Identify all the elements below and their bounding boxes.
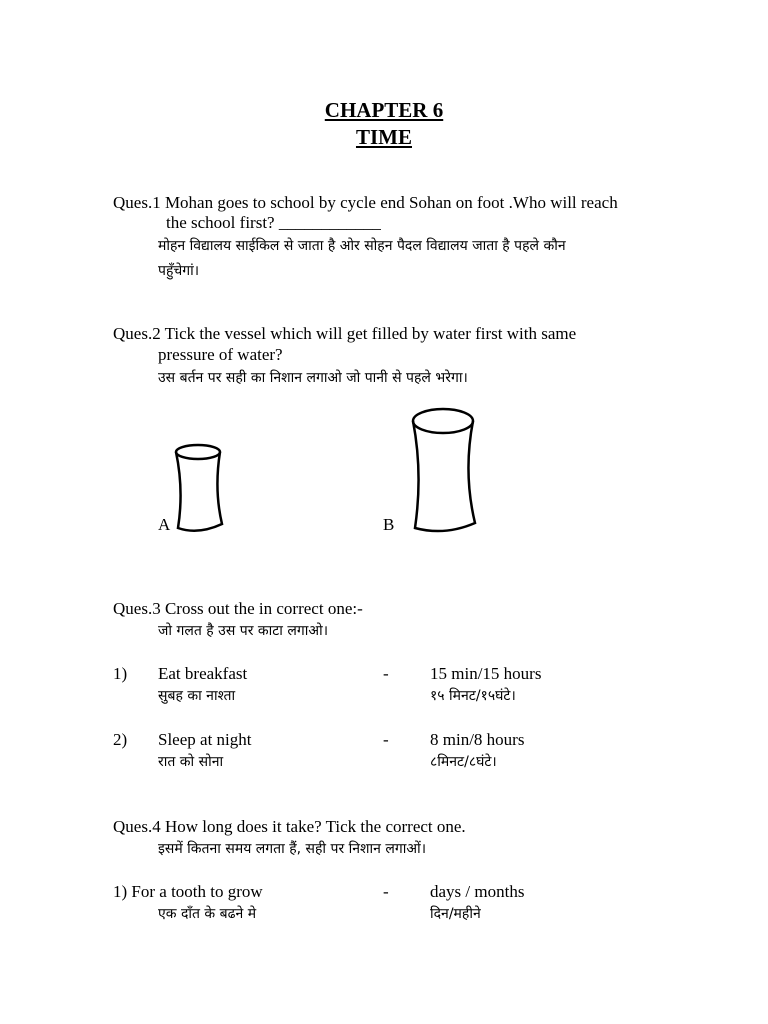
item-1-activity-hindi: सुबह का नाश्ता: [158, 688, 236, 704]
q4-item-1-dash: -: [383, 882, 389, 901]
question-3-hindi: जो गलत है उस पर काटा लगाओ।: [158, 623, 329, 639]
item-2-number: 2): [113, 730, 128, 749]
item-2-activity: Sleep at night: [158, 730, 252, 749]
q4-item-1-activity: 1) For a tooth to grow: [113, 882, 263, 901]
page-title: TIME: [355, 125, 412, 149]
item-2-options-hindi[interactable]: ८मिनट/८घंटे।: [430, 754, 497, 770]
vessel-a-label: A: [158, 515, 171, 534]
item-1-activity: Eat breakfast: [158, 664, 248, 683]
question-1-hindi: मोहन विद्यालय साईकिल से जाता है ओर सोहन पैदल विद्यालय जाता है पहले कौन: [158, 238, 566, 254]
question-2-text: Ques.2 Tick the vessel which will get filled by water first with same: [113, 324, 577, 343]
item-1-options-hindi[interactable]: १५ मिनट/१५घंटे।: [430, 688, 516, 704]
question-2-text-cont: pressure of water?: [158, 345, 283, 364]
item-2-options[interactable]: 8 min/8 hours: [430, 730, 525, 749]
tall-glass-icon[interactable]: [405, 403, 480, 538]
item-1-dash: -: [383, 664, 389, 683]
item-1-number: 1): [113, 664, 128, 683]
item-1-options[interactable]: 15 min/15 hours: [430, 664, 542, 683]
chapter-heading: CHAPTER 6: [324, 98, 444, 122]
item-2-activity-hindi: रात को सोना: [158, 754, 224, 770]
question-3-text: Ques.3 Cross out the in correct one:-: [113, 599, 363, 618]
q4-item-1-options[interactable]: days / months: [430, 882, 525, 901]
question-1-hindi-cont: पहुँचेगां।: [158, 263, 200, 279]
q4-item-1-activity-hindi: एक दाँत के बढने मे: [158, 906, 257, 922]
vessel-b-label: B: [383, 515, 395, 534]
question-2-hindi: उस बर्तन पर सही का निशान लगाओ जो पानी से पहले भरेगा।: [158, 370, 468, 386]
small-glass-icon[interactable]: [170, 440, 230, 535]
q4-item-1-options-hindi[interactable]: दिन/महीने: [430, 906, 481, 922]
item-2-dash: -: [383, 730, 389, 749]
question-1-text: Ques.1 Mohan goes to school by cycle end Sohan on foot .Who will reach: [113, 193, 618, 212]
question-4-text: Ques.4 How long does it take? Tick the correct one.: [113, 817, 466, 836]
question-4-hindi: इसमें कितना समय लगता हैं, सही पर निशान लगाओं।: [158, 841, 427, 857]
question-1-text-cont: the school first? ____________: [166, 213, 381, 232]
